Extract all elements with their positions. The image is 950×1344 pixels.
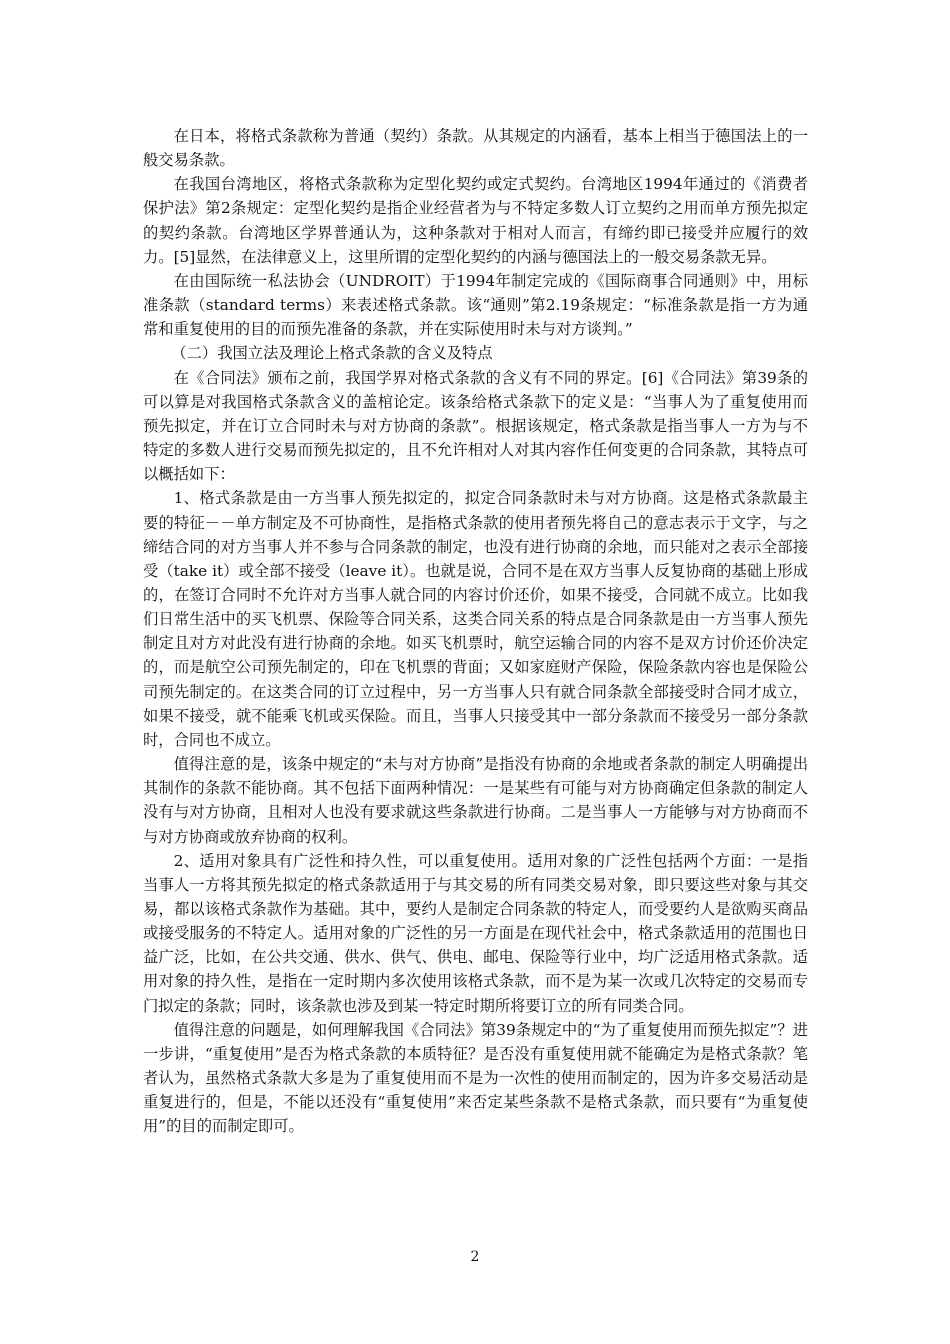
paragraph-taiwan: 在我国台湾地区，将格式条款称为定型化契约或定式契约。台湾地区1994年通过的《消费者保护法》第2条规定：定型化契约是指企业经营者为与不特定多数人订立契约之用而单方预先拟定的契约条款。台湾地区学界普通认为，这种条款对于相对人而言，有缔约即已接受并应履行的效力。[5]显然，在法律意义上，这里所谓的定型化契约的内涵与德国法上的一般交易条款无异。: [143, 175, 808, 266]
page-number: 2: [470, 1249, 480, 1265]
paragraph-feature-2: 2、适用对象具有广泛性和持久性，可以重复使用。适用对象的广泛性包括两个方面：一是指当事人一方将其预先拟定的格式条款适用于与其交易的所有同类交易对象，即只要这些对象与其交易，都以该格式条款作为基础。其中，要约人是制定合同条款的特定人，而受要约人是欲购买商品或接受服务的不特定人。适用对象的广泛性的另一方面是在现代社会中，格式条款适用的范围也日益广泛，比如，在公共交通、供水、供气、供电、邮电、保险等行业中，均广泛适用格式条款。适用对象的持久性，是指在一定时期内多次使用该格式条款，而不是为某一次或几次特定的交易而专门拟定的条款；同时，该条款也涉及到某一特定时期所将要订立的所有同类合同。: [143, 851, 808, 1015]
paragraph-japan: 在日本，将格式条款称为普通（契约）条款。从其规定的内涵看，基本上相当于德国法上的一般交易条款。: [143, 127, 808, 170]
paragraph-note-repeated-use: 值得注意的问题是，如何理解我国《合同法》第39条规定中的“为了重复使用而预先拟定”？进一步讲，“重复使用”是否为格式条款的本质特征？是否没有重复使用就不能确定为是格式条款？笔者认为，虽然格式条款大多是为了重复使用而不是为一次性的使用而制定的，因为许多交易活动是重复进行的，但是，不能以还没有“重复使用”来否定某些条款不是格式条款，而只要有“为重复使用”的目的而制定即可。: [143, 1020, 808, 1136]
paragraph-unidroit: 在由国际统一私法协会（UNDROIT）于1994年制定完成的《国际商事合同通则》中，用标准条款（standard terms）来表述格式条款。该“通则”第2.19条规定：“标准条款是指一方为通常和重复使用的目的而预先准备的条款，并在实际使用时未与对方谈判。”: [143, 271, 808, 339]
paragraph-note-negotiation: 值得注意的是，该条中规定的“未与对方协商”是指没有协商的余地或者条款的制定人明确提出其制作的条款不能协商。其不包括下面两种情况：一是某些有可能与对方协商确定但条款的制定人没有与对方协商，且相对人也没有要求就这些条款进行协商。二是当事人一方能够与对方协商而不与对方协商或放弃协商的权利。: [143, 755, 808, 846]
paragraph-feature-1: 1、格式条款是由一方当事人预先拟定的，拟定合同条款时未与对方协商。这是格式条款最主要的特征－－单方制定及不可协商性，是指格式条款的使用者预先将自己的意志表示于文字，与之缔结合同的对方当事人并不参与合同条款的制定，也没有进行协商的余地，而只能对之表示全部接受（take it）或全部不接受（leave it）。也就是说，合同不是在双方当事人反复协商的基础上形成的，在签订合同时不允许对方当事人就合同的内容讨价还价，如果不接受，合同就不成立。比如我们日常生活中的买飞机票、保险等合同关系，这类合同关系的特点是合同条款是由一方当事人预先制定且对方对此没有进行协商的余地。如买飞机票时，航空运输合同的内容不是双方讨价还价决定的，而是航空公司预先制定的，印在飞机票的背面；又如家庭财产保险，保险条款内容也是保险公司预先制定的。在这类合同的订立过程中，另一方当事人只有就合同条款全部接受时合同才成立，如果不接受，就不能乘飞机或买保险。而且，当事人只接受其中一部分条款而不接受另一部分条款时，合同也不成立。: [143, 489, 808, 749]
section-heading: （二）我国立法及理论上格式条款的含义及特点: [171, 344, 493, 363]
document-body: [143, 124, 808, 1139]
paragraph-contract-law-definition: 在《合同法》颁布之前，我国学界对格式条款的含义有不同的界定。[6]《合同法》第39条的可以算是对我国格式条款含义的盖棺论定。该条给格式条款下的定义是：“当事人为了重复使用而预先拟定，并在订立合同时未与对方协商的条款”。根据该规定，格式条款是指当事人一方为与不特定的多数人进行交易而预先拟定的，且不允许相对人对其内容作任何变更的合同条款，其特点可以概括如下：: [143, 368, 808, 484]
